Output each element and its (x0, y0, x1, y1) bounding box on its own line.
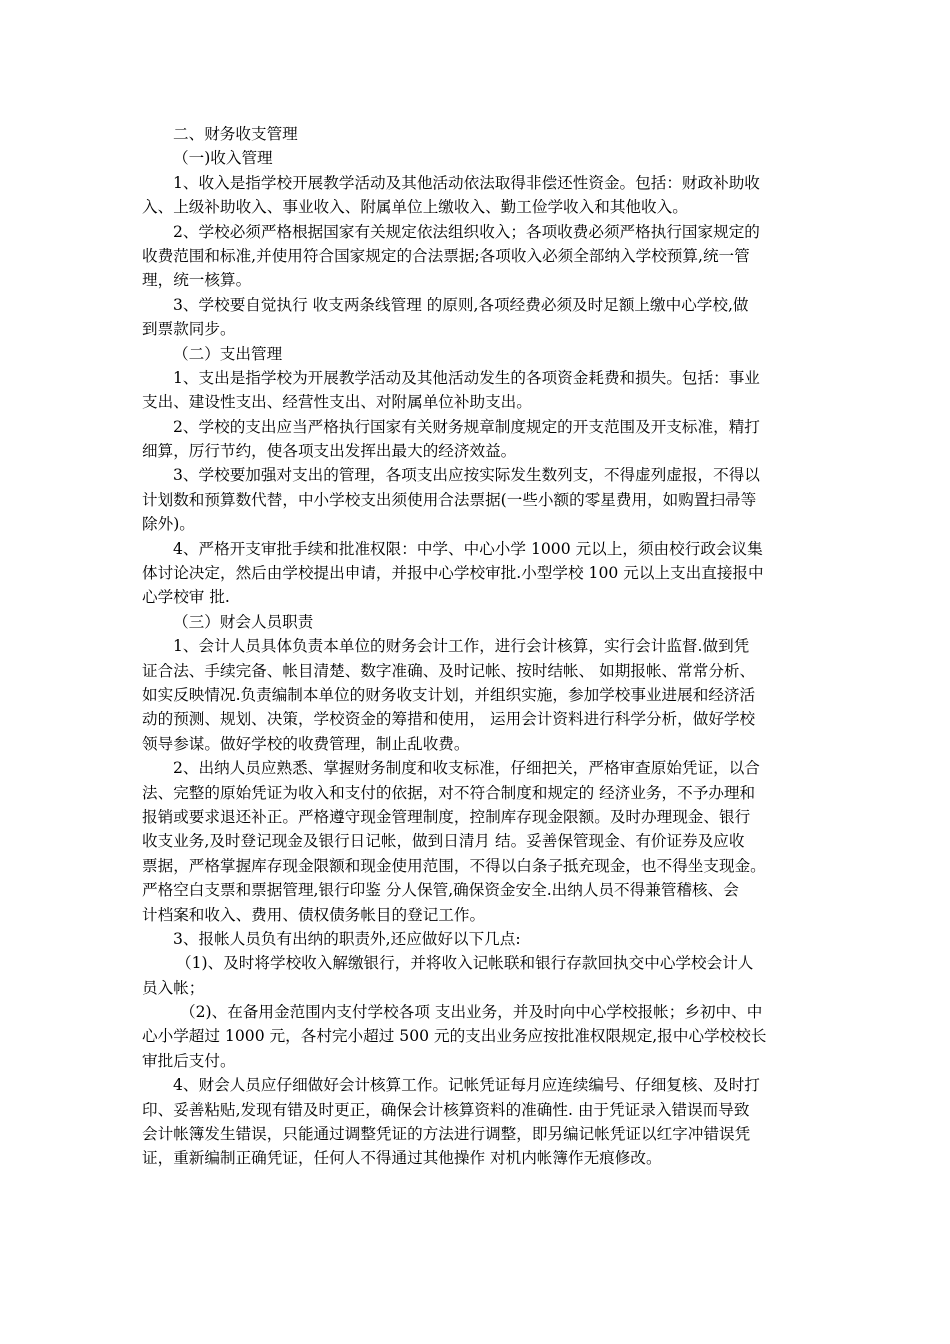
paragraph-line: 领导参谋。做好学校的收费管理，制止乱收费。 (142, 734, 470, 753)
paragraph-line: 法、完整的原始凭证为收入和支付的依据，对不符合制度和规定的 经济业务，不予办理和 (142, 783, 756, 802)
paragraph-line: 除外)。 (142, 515, 195, 534)
paragraph-line: 3、学校要加强对支出的管理，各项支出应按实际发生数列支，不得虚列虚报，不得以 (173, 466, 760, 485)
paragraph-line: 1、收入是指学校开展教学活动及其他活动依法取得非偿还性资金。包括：财政补助收 (173, 173, 760, 192)
paragraph-line: 票据，严格掌握库存现金限额和现金使用范围，不得以白条子抵充现金，也不得坐支现金。 (142, 856, 766, 875)
paragraph-line: 心学校审 批. (142, 588, 230, 607)
paragraph-line: 计档案和收入、费用、债权债务帐目的登记工作。 (142, 905, 486, 924)
paragraph-line: 2、学校必须严格根据国家有关规定依法组织收入；各项收费必须严格执行国家规定的 (173, 222, 760, 241)
paragraph-line: 4、严格开支审批手续和批准权限：中学、中心小学 1000 元以上，须由校行政会议集 (173, 539, 763, 558)
subsection-heading: （三）财会人员职责 (173, 612, 314, 631)
paragraph-line: 严格空白支票和票据管理,银行印鉴 分人保管,确保资金安全.出纳人员不得兼管稽核、会 (142, 881, 739, 900)
paragraph-line: 动的预测、规划、决策，学校资金的筹措和使用， 运用会计资料进行科学分析，做好学校 (142, 710, 756, 729)
paragraph-line: 证，重新编制正确凭证，任何人不得通过其他操作 对机内帐簿作无痕修改。 (142, 1149, 662, 1168)
document-body (142, 122, 810, 1171)
paragraph-line: 如实反映情况.负责编制本单位的财务收支计划，并组织实施，参加学校事业进展和经济活 (142, 685, 756, 704)
paragraph-line: 3、学校要自觉执行 收支两条线管理 的原则,各项经费必须及时足额上缴中心学校,做 (173, 295, 749, 314)
subsection-heading: （一)收入管理 (173, 149, 273, 168)
paragraph-line: 2、出纳人员应熟悉、掌握财务制度和收支标准，仔细把关，严格审查原始凭证，以合 (173, 759, 760, 778)
paragraph-line: 支出、建设性支出、经营性支出、对附属单位补助支出。 (142, 393, 532, 412)
list-item-line: 审批后支付。 (142, 1051, 236, 1070)
paragraph-line: 报销或要求退还补正。严格遵守现金管理制度，控制库存现金限额。及时办理现金、银行 (142, 807, 751, 826)
paragraph-line: 到票款同步。 (142, 320, 236, 339)
paragraph-line: 体讨论决定，然后由学校提出申请，并报中心学校审批.小型学校 100 元以上支出直接报中 (142, 564, 764, 583)
paragraph-line: 2、学校的支出应当严格执行国家有关财务规章制度规定的开支范围及开支标准，精打 (173, 417, 760, 436)
paragraph-line: 细算，厉行节约，使各项支出发挥出最大的经济效益。 (142, 442, 517, 461)
paragraph-line: 理，统一核算。 (142, 271, 252, 290)
paragraph-line: 1、会计人员具体负责本单位的财务会计工作，进行会计核算，实行会计监督.做到凭 (173, 637, 750, 656)
list-item-line: 心小学超过 1000 元，各村完小超过 500 元的支出业务应按批准权限规定,报中心学校校长 (142, 1027, 767, 1046)
paragraph-line: 证合法、手续完备、帐目清楚、数字准确、及时记帐、按时结帐、 如期报帐、常常分析、 (142, 661, 756, 680)
list-item-line: （1)、及时将学校收入解缴银行，并将收入记帐联和银行存款回执交中心学校会计人 (176, 954, 754, 973)
paragraph-line: 4、财会人员应仔细做好会计核算工作。记帐凭证每月应连续编号、仔细复核、及时打 (173, 1076, 760, 1095)
paragraph-line: 3、报帐人员负有出纳的职责外,还应做好以下几点: (173, 929, 521, 948)
section-heading: 二、财务收支管理 (173, 125, 298, 143)
list-item-line: 员入帐； (142, 978, 205, 997)
subsection-heading: （二）支出管理 (173, 344, 283, 363)
paragraph-line: 计划数和预算数代替，中小学校支出须使用合法票据(一些小额的零星费用，如购置扫帚等 (142, 490, 757, 509)
paragraph-line: 收费范围和标准,并使用符合国家规定的合法票据;各项收入必须全部纳入学校预算,统一管 (142, 246, 750, 265)
paragraph-line: 收支业务,及时登记现金及银行日记帐，做到日清月 结。妥善保管现金、有价证券及应收 (142, 832, 745, 851)
paragraph-line: 会计帐簿发生错误，只能通过调整凭证的方法进行调整，即另编记帐凭证以红字冲错误凭 (142, 1125, 751, 1144)
list-item-line: （2)、在备用金范围内支付学校各项 支出业务，并及时向中心学校报帐；乡初中、中 (180, 1003, 763, 1022)
paragraph-line: 印、妥善粘贴,发现有错及时更正，确保会计核算资料的准确性. 由于凭证录入错误而导致 (142, 1100, 750, 1119)
paragraph-line: 1、支出是指学校为开展教学活动及其他活动发生的各项资金耗费和损失。包括：事业 (173, 368, 760, 387)
paragraph-line: 入、上级补助收入、事业收入、附属单位上缴收入、勤工俭学收入和其他收入。 (142, 198, 688, 217)
